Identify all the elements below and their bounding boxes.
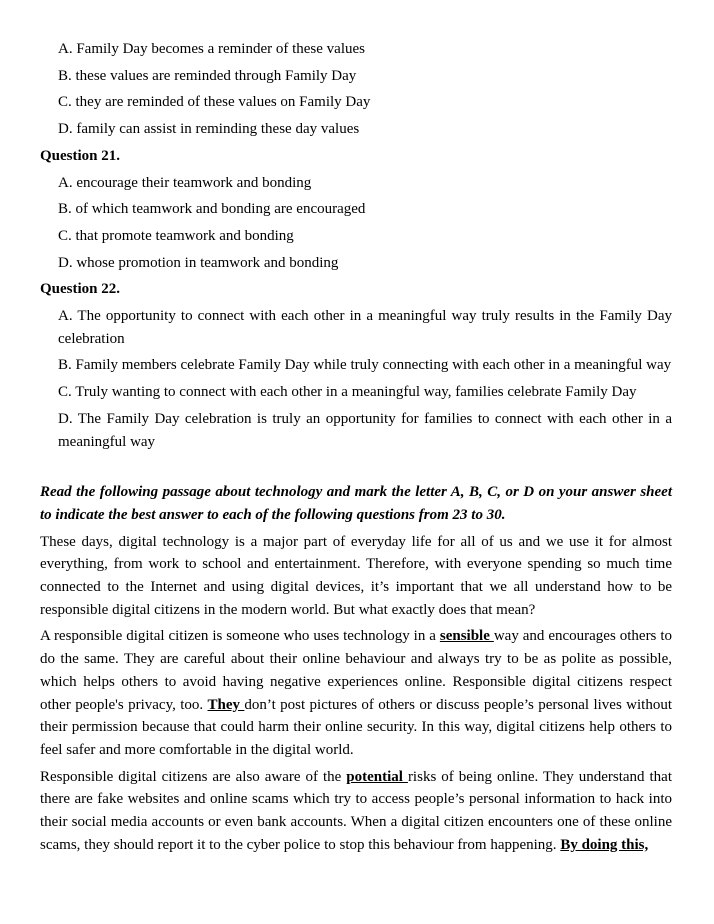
reading-passage	[40, 531, 672, 857]
option-letter: D.	[58, 121, 73, 138]
option-text: Family Day becomes a reminder of these values	[76, 41, 365, 57]
emphasized-term: potential	[346, 768, 408, 785]
question-block-22	[40, 278, 672, 453]
option-text: of which teamwork and bonding are encouraged	[75, 201, 366, 218]
passage-text: These days, digital technology is a major part of everyday life for all of us and we use it for almost everything, from work to school and entertainment. Therefore, with everyone spending so much time connected to the Internet and using digital devices, it’s important that we all understand how to be responsible digital citizens in the modern world. But what exactly does that mean?	[40, 533, 672, 618]
option-row	[58, 408, 672, 453]
option-letter: A.	[58, 41, 73, 57]
option-row	[58, 354, 672, 377]
option-text: whose promotion in teamwork and bonding	[76, 254, 339, 271]
option-row	[58, 118, 672, 141]
emphasized-term: sensible	[439, 628, 494, 645]
option-letter: C.	[58, 384, 72, 401]
option-row	[58, 225, 672, 248]
option-letter: D.	[58, 410, 73, 427]
question-label: Question 21.	[40, 147, 121, 164]
option-row	[58, 91, 672, 114]
option-letter: C.	[58, 94, 72, 111]
option-text: Family members celebrate Family Day while truly connecting with each other in a meaningful way	[75, 357, 672, 374]
option-row	[58, 172, 672, 195]
question-block-21	[40, 145, 672, 275]
option-text: these values are reminded through Family Day	[75, 67, 357, 84]
option-letter: C.	[58, 227, 72, 244]
option-text: they are reminded of these values on Family Day	[75, 94, 371, 111]
emphasized-term: By doing this,	[560, 836, 649, 853]
passage-instruction: Read the following passage about technology and mark the letter A, B, C, or D on your answer sheet to indicate the best answer to each of the following questions from 23 to 30.	[40, 484, 672, 523]
option-letter: A.	[58, 174, 73, 191]
option-row	[58, 305, 672, 350]
passage-paragraph	[40, 625, 672, 761]
passage-text: way and encourages others to do the same. They are careful about their online behaviour and always try to be as polite as possible, which helps others to avoid having negative experiences online. Responsible digital citizens respect other people's privacy, too.	[40, 628, 672, 713]
emphasized-term: They	[207, 696, 245, 713]
passage-text: risks of being online. They understand that there are fake websites and online scams which try to access people’s personal information to hack into their social media accounts or even bank accounts. When a digital citizen encounters one of these online scams, they should report it to the cyber police to stop this behaviour from happening.	[40, 768, 672, 853]
option-letter: B.	[58, 201, 72, 218]
passage-text: A responsible digital citizen is someone who uses technology in a	[40, 628, 440, 645]
option-row	[58, 252, 672, 275]
passage-text: don’t post pictures of others or discuss people’s personal lives without their permission because that could harm their online security. In this way, digital citizens help others to feel safer and more comfortable in the digital world.	[40, 696, 672, 758]
option-text: that promote teamwork and bonding	[75, 227, 294, 244]
option-row	[58, 198, 672, 221]
option-text: family can assist in reminding these day values	[76, 121, 360, 138]
passage-text: Responsible digital citizens are also aware of the	[40, 768, 347, 785]
option-letter: B.	[58, 67, 72, 84]
option-letter: A.	[58, 308, 73, 325]
passage-paragraph	[40, 766, 672, 857]
question-label: Question 22.	[40, 281, 121, 298]
leading-options-block	[40, 38, 672, 141]
option-row	[58, 38, 672, 61]
option-letter: B.	[58, 357, 72, 374]
option-row	[58, 65, 672, 88]
passage-paragraph	[40, 531, 672, 622]
option-text: Truly wanting to connect with each other in a meaningful way, families celebrate Family Day	[75, 384, 637, 401]
option-letter: D.	[58, 254, 73, 271]
option-text: The Family Day celebration is truly an opportunity for families to connect with each other in a meaningful way	[58, 410, 672, 450]
option-row	[58, 381, 672, 404]
option-text: The opportunity to connect with each other in a meaningful way truly results in the Family Day celebration	[58, 308, 672, 347]
option-text: encourage their teamwork and bonding	[76, 174, 312, 191]
